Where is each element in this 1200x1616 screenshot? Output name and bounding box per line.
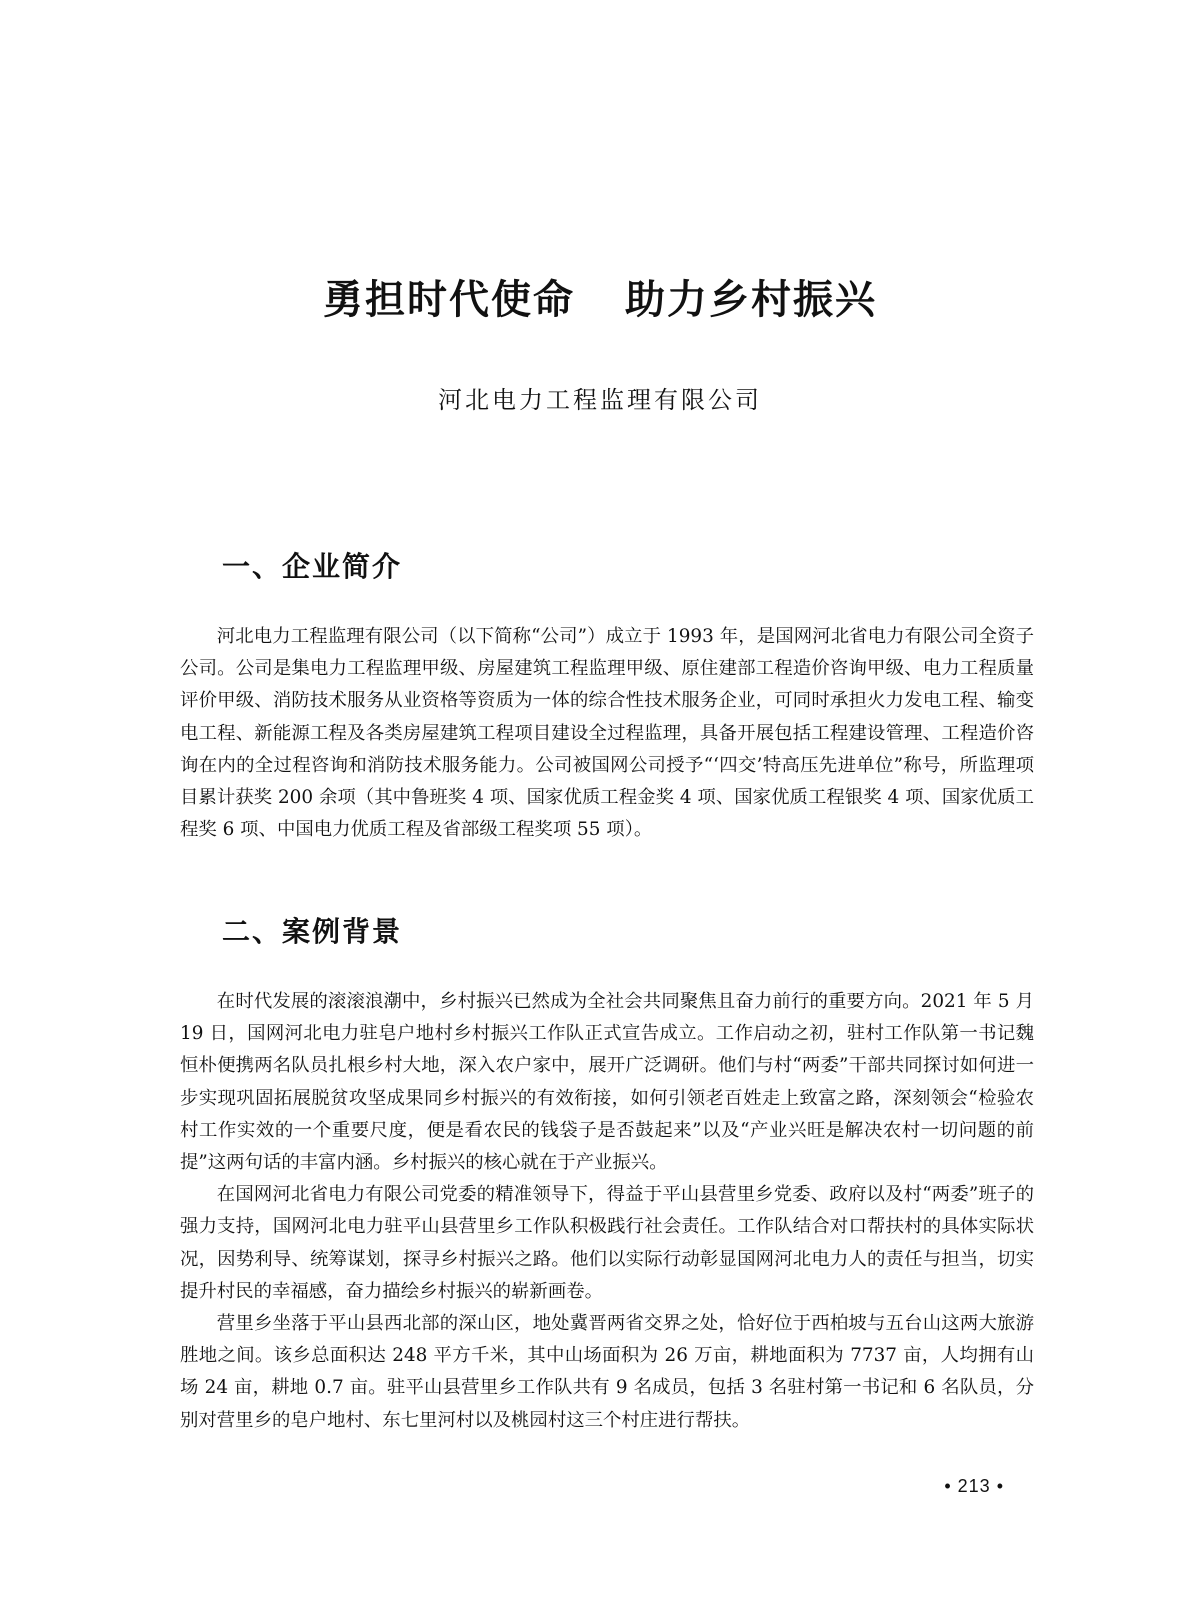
section-body-case-background [180,986,1034,1437]
author-organization: 河北电力工程监理有限公司 [438,386,762,414]
section-heading-case-background: 二、案例背景 [222,915,403,948]
title-part-2: 助力乡村振兴 [625,277,877,323]
section-heading-company-intro: 一、企业简介 [222,550,403,583]
paragraph: 在时代发展的滚滚浪潮中，乡村振兴已然成为全社会共同聚焦且奋力前行的重要方向。2021 年 5 月 19 日，国网河北电力驻皂户地村乡村振兴工作队正式宣告成立。工作启动之初，驻村工作队第一书记魏恒朴便携两名队员扎根乡村大地，深入农户家中，展开广泛调研。他们与村“两委”干部共同探讨如何进一步实现巩固拓展脱贫攻坚成果同乡村振兴的有效衔接，如何引领老百姓走上致富之路，深刻领会“检验农村工作实效的一个重要尺度，便是看农民的钱袋子是否鼓起来”以及“产业兴旺是解决农村一切问题的前提”这两句话的丰富内涵。乡村振兴的核心就在于产业振兴。 [180,991,1034,1174]
title-part-1: 勇担时代使命 [323,277,575,323]
paragraph: 在国网河北省电力有限公司党委的精准领导下，得益于平山县营里乡党委、政府以及村“两委”班子的强力支持，国网河北电力驻平山县营里乡工作队积极践行社会责任。工作队结合对口帮扶村的具体实际状况，因势利导、统筹谋划，探寻乡村振兴之路。他们以实际行动彰显国网河北电力人的责任与担当，切实提升村民的幸福感，奋力描绘乡村振兴的崭新画卷。 [180,1184,1034,1302]
section-body-company-intro [180,621,1034,846]
article-title [0,268,1200,325]
paragraph: 河北电力工程监理有限公司（以下简称“公司”）成立于 1993 年，是国网河北省电力有限公司全资子公司。公司是集电力工程监理甲级、房屋建筑工程监理甲级、原住建部工程造价咨询甲级、电力工程质量评价甲级、消防技术服务从业资格等资质为一体的综合性技术服务企业，可同时承担火力发电工程、输变电工程、新能源工程及各类房屋建筑工程项目建设全过程监理，具备开展包括工程建设管理、工程造价咨询在内的全过程咨询和消防技术服务能力。公司被国网公司授予“‘四交’特高压先进单位”称号，所监理项目累计获奖 200 余项（其中鲁班奖 4 项、国家优质工程金奖 4 项、国家优质工程银奖 4 项、国家优质工程奖 6 项、中国电力优质工程及省部级工程奖项 55 项）。 [180,626,1034,841]
paragraph: 营里乡坐落于平山县西北部的深山区，地处冀晋两省交界之处，恰好位于西柏坡与五台山这两大旅游胜地之间。该乡总面积达 248 平方千米，其中山场面积为 26 万亩，耕地面积为 7737 亩，人均拥有山场 24 亩，耕地 0.7 亩。驻平山县营里乡工作队共有 9 名成员，包括 3 名驻村第一书记和 6 名队员，分别对营里乡的皂户地村、东七里河村以及桃园村这三个村庄进行帮扶。 [180,1313,1034,1431]
page-number: • 213 • [944,1476,1004,1496]
